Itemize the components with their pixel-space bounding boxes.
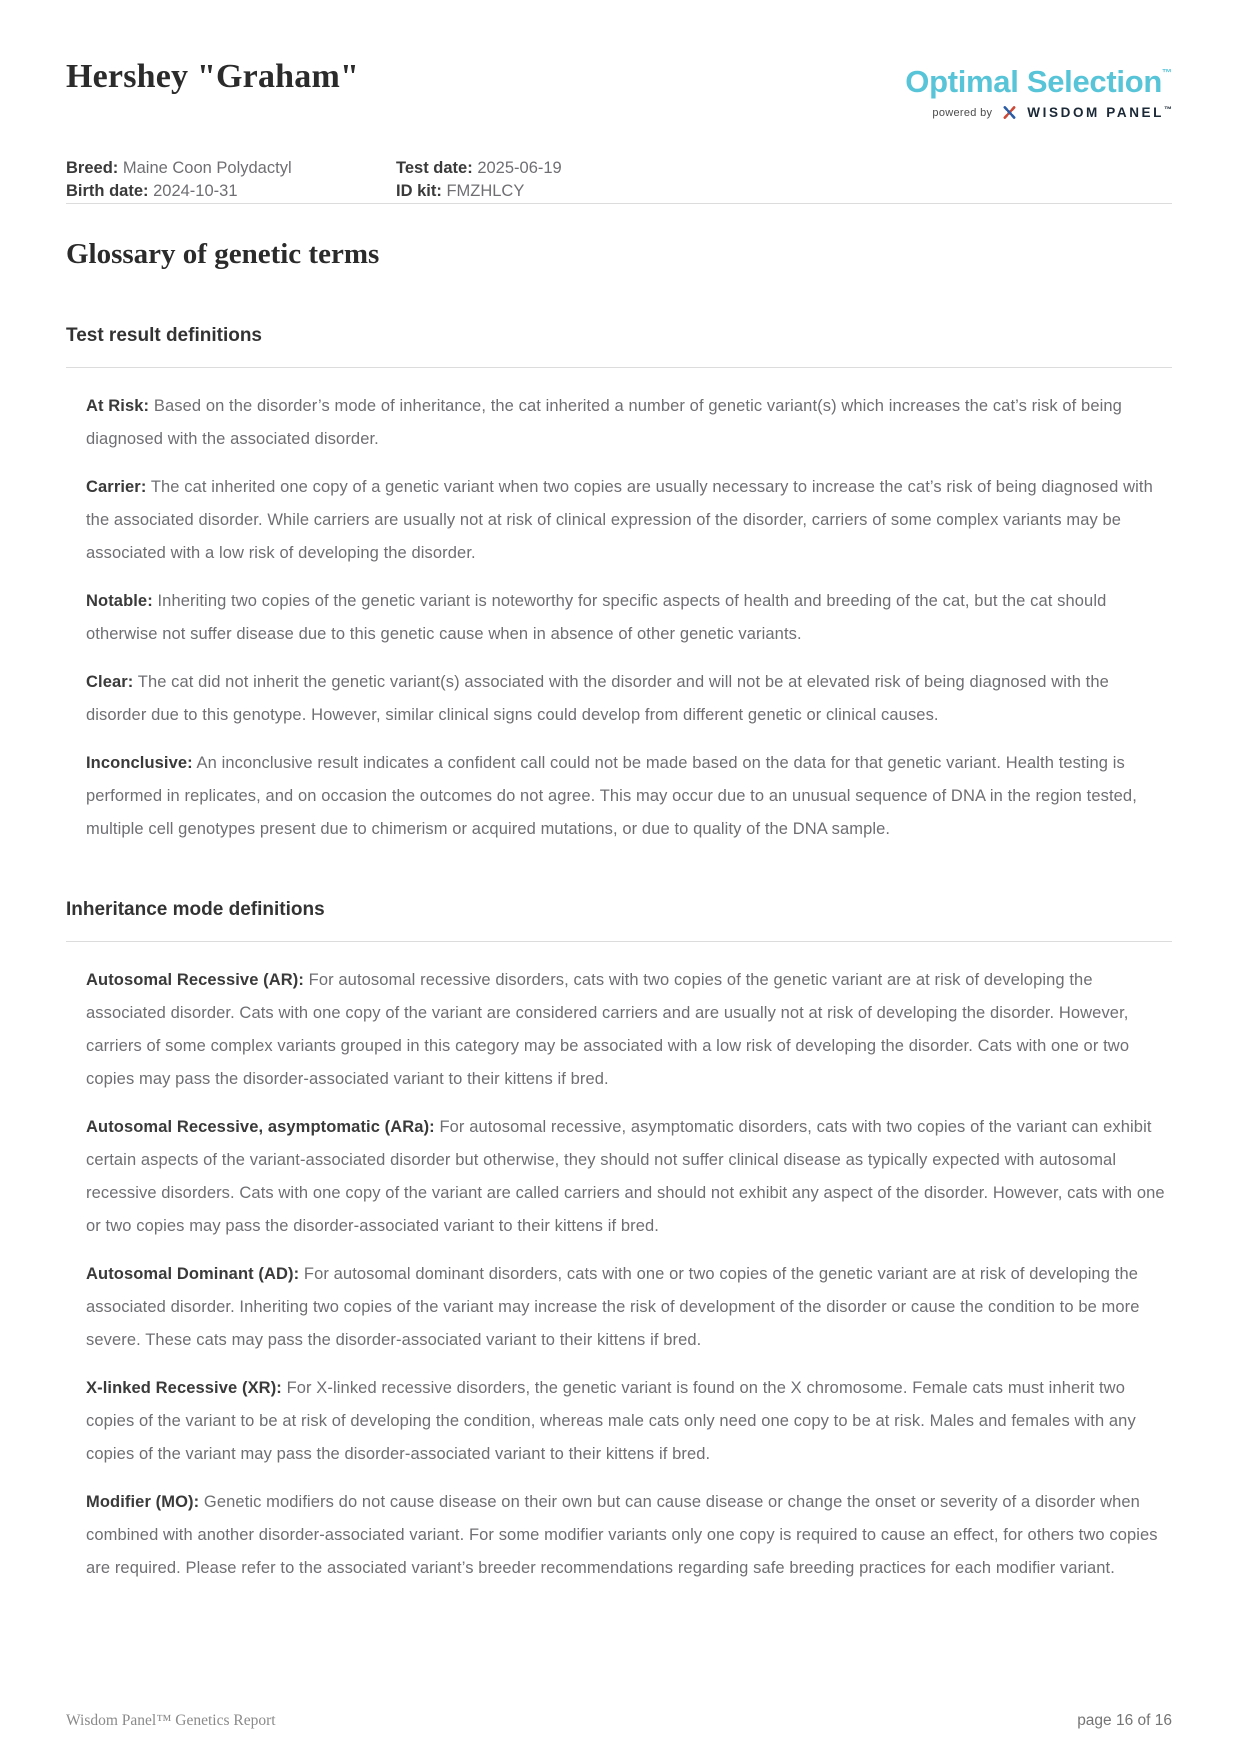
birth-date-label: Birth date: [66,182,149,200]
powered-by-label: powered by [932,106,993,119]
page-footer [66,1712,1172,1730]
brand-wordmark [905,58,1172,98]
term-autosomal-recessive-definition: For autosomal recessive disorders, cats with two copies of the genetic variant are at risk of developing the associated disorder. Cats with one copy of the variant are considered carriers and are usually not at risk of developing the disorder. However, carriers of some complex variants grouped in this category may be associated with a low risk of developing the disorder. Cats with one or two copies may pass the disorder-associated variant to their kittens if bred. [86,971,1130,1088]
term-inconclusive-label: Inconclusive: [86,754,193,772]
id-kit-value: FMZHLCY [446,182,525,200]
term-x-linked-recessive-label: X-linked Recessive (XR): [86,1379,282,1397]
term-autosomal-dominant-label: Autosomal Dominant (AD): [86,1265,300,1283]
term-autosomal-dominant-definition: For autosomal dominant disorders, cats with one or two copies of the genetic variant are at risk of developing the associated disorder. Inheriting two copies of the variant may increase the risk of development of the disorder or cause the condition to be more severe. These cats may pass the disorder-associated variant to their kittens if bred. [86,1265,1140,1349]
term-autosomal-recessive [86,964,1172,1096]
section-heading-inheritance-modes: Inheritance mode definitions [66,899,325,920]
term-modifier-definition: Genetic modifiers do not cause disease on their own but can cause disease or change the onset or severity of a disorder when combined with another disorder-associated variant. For some modifier variants only one copy is required to cause an effect, for others two copies are required. Please refer to the associated variant’s breeder recommendations regarding safe breeding practices for each modifier variant. [86,1493,1158,1577]
term-modifier [86,1486,1172,1585]
brand-name: Optimal Selection [905,64,1162,99]
pet-meta [66,157,1172,203]
term-carrier-definition: The cat inherited one copy of a genetic variant when two copies are usually necessary to increase the cat’s risk of being diagnosed with the associated disorder. While carriers are usually not at risk of clinical expression of the disorder, carriers of some complex variants may be associated with a low risk of developing the disorder. [86,478,1153,562]
term-clear [86,666,1172,732]
pet-meta-left [66,157,396,203]
test-date-value: 2025-06-19 [477,159,562,177]
brand-trademark: ™ [1162,68,1172,79]
wisdom-panel-trademark: ™ [1164,105,1172,114]
section-divider-test-results [66,367,1172,368]
birth-date-row [66,180,396,203]
term-notable-definition: Inheriting two copies of the genetic variant is noteworthy for specific aspects of health and breeding of the cat, but the cat should otherwise not suffer disease due to this genetic cause when in absence of other genetic variants. [86,592,1107,643]
section-divider-inheritance-modes [66,941,1172,942]
id-kit-row [396,180,562,203]
page-title: Hershey "Graham" [66,58,360,95]
term-autosomal-recessive-asymptomatic-definition: For autosomal recessive, asymptomatic disorders, cats with two copies of the variant can exhibit certain aspects of the variant-associated disorder but otherwise, they should not suffer clinical disease as typically expected with autosomal recessive disorders. Cats with one copy of the variant are called carriers and should not exhibit any aspect of the disorder. However, cats with one or two copies may pass the disorder-associated variant to their kittens if bred. [86,1118,1165,1235]
term-autosomal-recessive-label: Autosomal Recessive (AR): [86,971,304,989]
term-autosomal-recessive-asymptomatic-label: Autosomal Recessive, asymptomatic (ARa): [86,1118,435,1136]
term-clear-label: Clear: [86,673,134,691]
term-autosomal-recessive-asymptomatic [86,1111,1172,1243]
term-inconclusive [86,747,1172,846]
breed-row [66,157,396,180]
term-notable [86,585,1172,651]
term-at-risk-definition: Based on the disorder’s mode of inheritance, the cat inherited a number of genetic variant(s) which increases the cat’s risk of being diagnosed with the associated disorder. [86,397,1122,448]
section-heading-test-results: Test result definitions [66,325,263,346]
test-date-row [396,157,562,180]
optimal-selection-logo [905,56,1172,121]
term-notable-label: Notable: [86,592,153,610]
term-carrier [86,471,1172,570]
breed-label: Breed: [66,159,119,177]
id-kit-label: ID kit: [396,182,442,200]
term-clear-definition: The cat did not inherit the genetic variant(s) associated with the disorder and will not be at elevated risk of being diagnosed with the disorder due to this genotype. However, similar clinical signs could develop from different genetic or clinical causes. [86,673,1109,724]
term-x-linked-recessive-definition: For X-linked recessive disorders, the genetic variant is found on the X chromosome. Female cats must inherit two copies of the variant to be at risk of developing the condition, whereas male cats only need one copy to be at risk. Males and females with any copies of the variant may pass the disorder-associated variant to their kittens if bred. [86,1379,1136,1463]
term-modifier-label: Modifier (MO): [86,1493,200,1511]
term-x-linked-recessive [86,1372,1172,1471]
glossary-title: Glossary of genetic terms [66,238,380,270]
term-at-risk-label: At Risk: [86,397,150,415]
header-divider [66,203,1172,204]
term-inconclusive-definition: An inconclusive result indicates a confident call could not be made based on the data for that genetic variant. Health testing is performed in replicates, and on occasion the outcomes do not agree. This may occur due to an unusual sequence of DNA in the region tested, multiple cell genotypes present due to chimerism or acquired mutations, or due to quality of the DNA sample. [86,754,1137,838]
report-header [66,56,1172,121]
footer-page-number: page 16 of 16 [1077,1712,1172,1729]
term-carrier-label: Carrier: [86,478,147,496]
inheritance-mode-terms [66,964,1172,1585]
dna-helix-icon [1001,104,1018,121]
wisdom-panel-wordmark [1027,105,1172,120]
pet-meta-right [396,157,562,203]
term-at-risk [86,390,1172,456]
powered-by-row [905,104,1172,121]
term-autosomal-dominant [86,1258,1172,1357]
wisdom-panel-name: WISDOM PANEL [1027,105,1164,120]
birth-date-value: 2024-10-31 [153,182,238,200]
test-result-terms [66,390,1172,846]
footer-report-name: Wisdom Panel™ Genetics Report [66,1712,276,1729]
breed-value: Maine Coon Polydactyl [122,159,292,177]
test-date-label: Test date: [396,159,473,177]
